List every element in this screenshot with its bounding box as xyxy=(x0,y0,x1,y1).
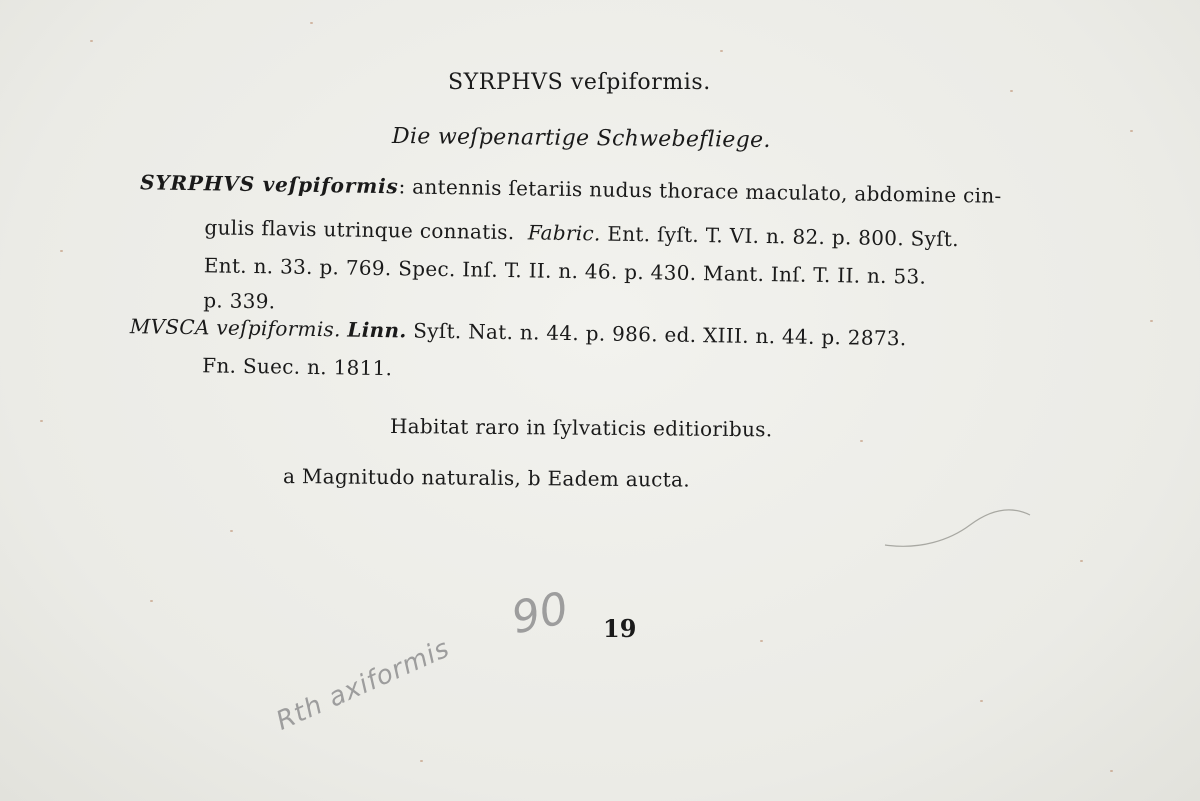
synonym-1-line-1 xyxy=(140,170,1002,208)
german-name: Die weſpenartige Schwebefliege. xyxy=(391,124,771,153)
fabricius-author: Fabric. xyxy=(527,220,601,246)
synonym-1-name: SYRPHVS veſpiformis xyxy=(139,170,399,199)
synonym-1-reference: Ent. ſyſt. T. VI. n. 82. p. 800. Syſt. xyxy=(600,221,960,252)
linnaeus-author: Linn. xyxy=(347,317,407,343)
synonym-1-line-2 xyxy=(204,215,959,251)
hair-fiber xyxy=(880,500,1040,560)
synonym-2-name: MVSCA veſpiformis. xyxy=(129,314,341,342)
pencil-note: Rth axiformis xyxy=(271,633,455,737)
page-number: 19 xyxy=(603,614,637,643)
synonym-1-line-4: p. 339. xyxy=(203,288,276,314)
magnitude-caption: a Magnitudo naturalis, b Eadem aucta. xyxy=(282,464,691,492)
synonym-2-line-1 xyxy=(130,314,907,350)
pencil-number: 90 xyxy=(507,582,573,645)
synonym-1-text: gulis flavis utrinque connatis. xyxy=(204,215,515,245)
synonym-2-line-2: Fn. Suec. n. 1811. xyxy=(202,353,393,381)
synonym-1-line-3: Ent. n. 33. p. 769. Spec. Inſ. T. II. n. 46. p. 430. Mant. Inſ. T. II. n. 53. xyxy=(203,253,927,289)
habitat-text: Habitat raro in ſylvaticis editioribus. xyxy=(389,414,773,442)
species-title: SYRPHVS veſpiformis. xyxy=(448,70,711,95)
synonym-1-diagnosis: : antennis ſetariis nudus thorace maculato, abdomine cin- xyxy=(398,174,1002,208)
synonym-2-reference: Syſt. Nat. n. 44. p. 986. ed. XIII. n. 44. p. 2873. xyxy=(406,318,907,351)
